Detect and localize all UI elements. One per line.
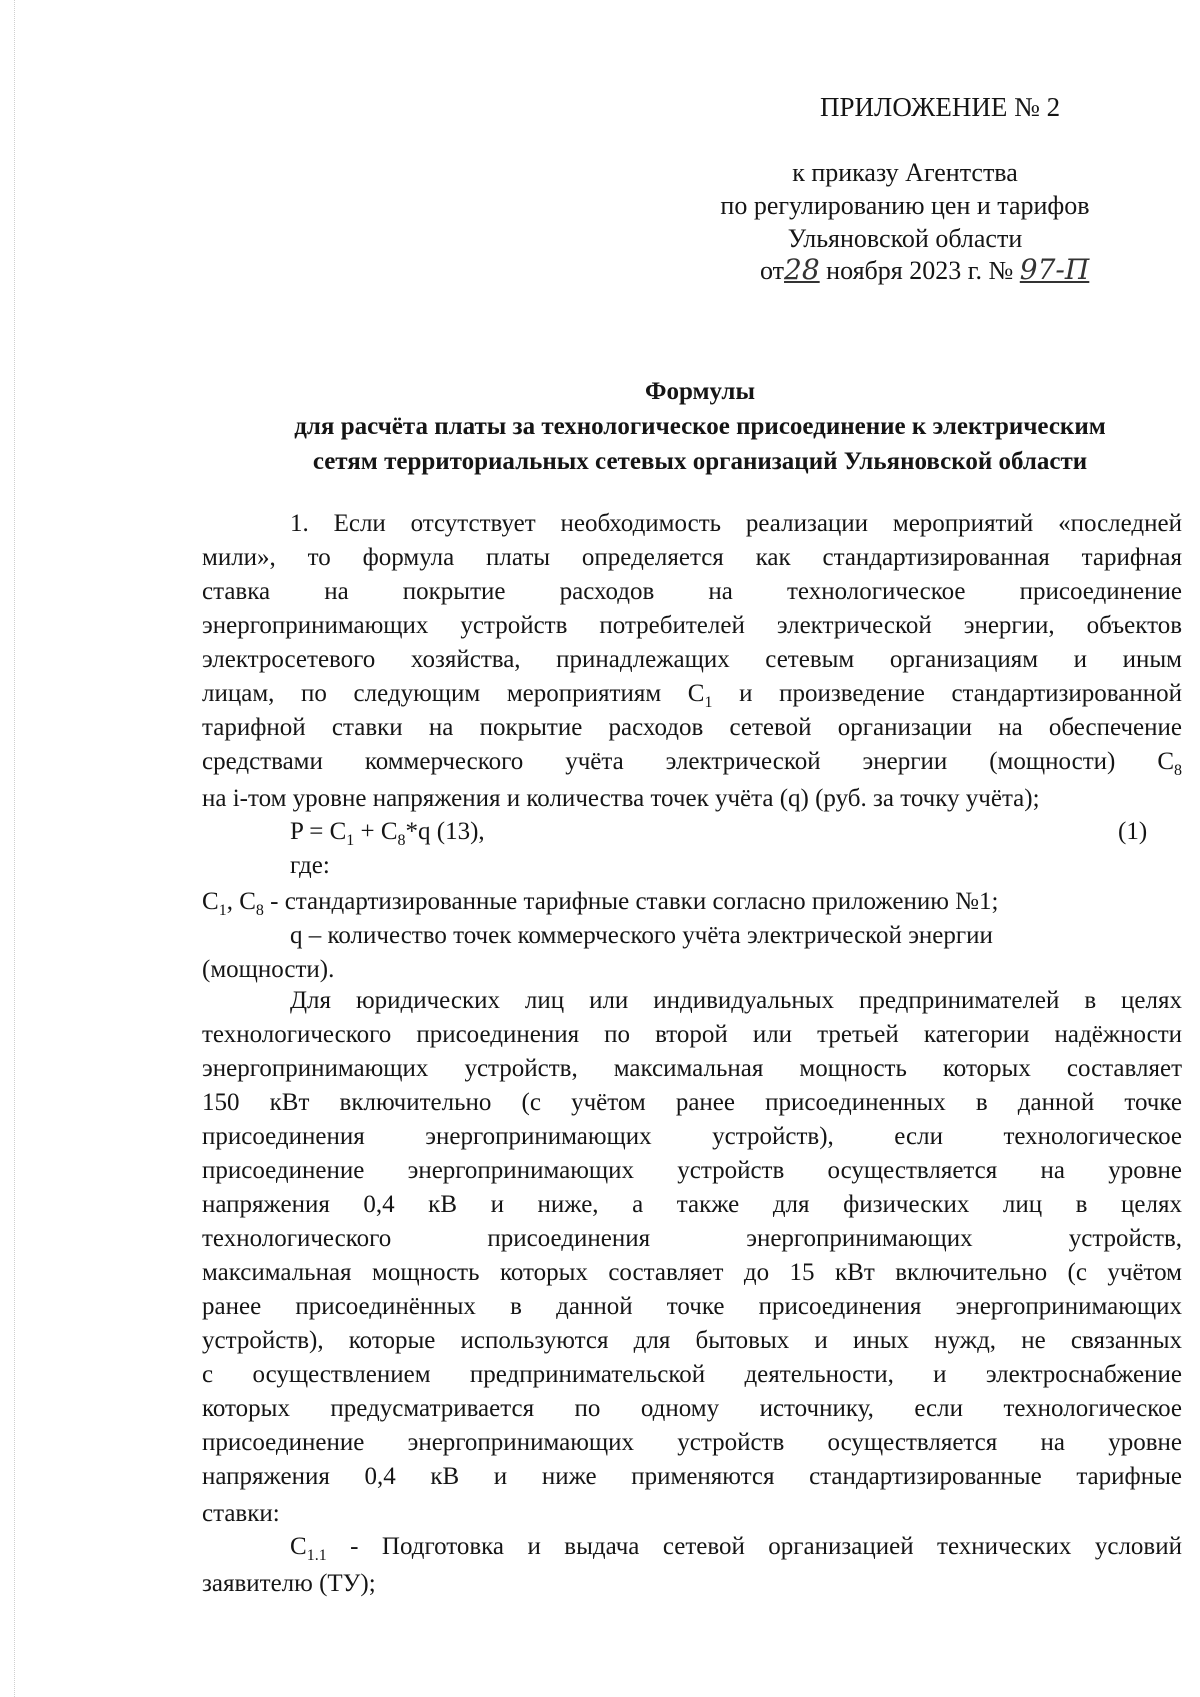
para2-line: технологического присоединения энергопринимающих устройств, xyxy=(202,1225,1182,1252)
para2-line: ставки: xyxy=(202,1500,280,1527)
text-fragment: - стандартизированные тарифные ставки согласно приложению №1; xyxy=(263,888,999,915)
para1-line: ставка на покрытие расходов на технологическое присоединение xyxy=(202,578,1182,605)
para1-line xyxy=(202,748,1182,779)
item-c11-line-2: заявителю (ТУ); xyxy=(202,1570,376,1597)
header-line-3: Ульяновской области xyxy=(787,224,1023,253)
order-date-line xyxy=(760,253,1089,286)
formula-part: + C xyxy=(354,818,398,845)
para1-line: тарифной ставки на покрытие расходов сетевой организации на обеспечение xyxy=(202,714,1182,741)
formula-number: (1) xyxy=(1118,818,1148,845)
definition-c1-c8 xyxy=(202,885,998,919)
title-line-3: сетям территориальных сетевых организаций Ульяновской области xyxy=(312,448,1088,475)
date-prefix: от xyxy=(760,256,785,285)
formula-part: P = C xyxy=(290,818,347,845)
header-line-1: к приказу Агентства xyxy=(792,158,1018,187)
text-fragment: - Подготовка и выдача сетевой организацией технических условий xyxy=(326,1533,1182,1560)
para2-line: энергопринимающих устройств, максимальная мощность которых составляет xyxy=(202,1055,1182,1082)
para1-line: на i-том уровне напряжения и количества точек учёта (q) (руб. за точку учёта); xyxy=(202,785,1040,812)
para2-line: ранее присоединённых в данной точке присоединения энергопринимающих xyxy=(202,1293,1182,1320)
subscript: 1 xyxy=(218,902,227,919)
para2-line: напряжения 0,4 кВ и ниже, а также для физических лиц в целях xyxy=(202,1191,1182,1218)
subscript: 1 xyxy=(704,694,713,711)
item-c11-line-1 xyxy=(290,1533,1182,1564)
definition-q-line-2: (мощности). xyxy=(202,956,335,983)
para1-line: электросетевого хозяйства, принадлежащих сетевым организациям и иным xyxy=(202,646,1182,673)
text-fragment: и произведение стандартизированной xyxy=(712,680,1182,707)
para2-line: 150 кВт включительно (с учётом ранее присоединенных в данной точке xyxy=(202,1089,1182,1116)
para1-line: 1. Если отсутствует необходимость реализации мероприятий «последней xyxy=(290,510,1182,537)
appendix-heading: ПРИЛОЖЕНИЕ № 2 xyxy=(820,92,1061,122)
para2-line: присоединение энергопринимающих устройств осуществляется на уровне xyxy=(202,1157,1182,1184)
para2-line: присоединение энергопринимающих устройств осуществляется на уровне xyxy=(202,1429,1182,1456)
scan-edge-artifact xyxy=(14,0,17,1697)
text-fragment: , C xyxy=(226,888,256,915)
para1-line xyxy=(202,680,1182,711)
date-rest: ноября 2023 г. № xyxy=(826,256,1014,285)
para2-line: устройств), которые используются для бытовых и иных нужд, не связанных xyxy=(202,1327,1182,1354)
subscript: 8 xyxy=(397,832,406,849)
definition-q-line-1: q – количество точек коммерческого учёта электрической энергии xyxy=(290,922,993,949)
subscript: 1 xyxy=(346,832,355,849)
order-number-handwritten: 97-П xyxy=(1019,253,1090,286)
title-line-2: для расчёта платы за технологическое присоединение к электрическим xyxy=(294,413,1106,440)
header-line-2: по регулированию цен и тарифов xyxy=(720,191,1090,220)
text-fragment: лицам, по следующим мероприятиям C xyxy=(202,680,705,707)
para2-line: максимальная мощность которых составляет до 15 кВт включительно (с учётом xyxy=(202,1259,1182,1286)
para2-line: Для юридических лиц или индивидуальных предпринимателей в целях xyxy=(290,987,1182,1014)
where-label: где: xyxy=(290,852,330,879)
formula-part: *q (13), xyxy=(405,818,485,845)
date-day-handwritten: 28 xyxy=(784,253,820,286)
para1-line: энергопринимающих устройств потребителей электрической энергии, объектов xyxy=(202,612,1182,639)
para2-line: которых предусматривается по одному источнику, если технологическое xyxy=(202,1395,1182,1422)
para2-line: технологического присоединения по второй или третьей категории надёжности xyxy=(202,1021,1182,1048)
text-fragment: C xyxy=(290,1533,307,1560)
para2-line: присоединения энергопринимающих устройств), если технологическое xyxy=(202,1123,1182,1150)
subscript: 8 xyxy=(1174,762,1182,779)
title-line-1: Формулы xyxy=(645,378,755,405)
text-fragment: C xyxy=(202,888,219,915)
para1-line: мили», то формула платы определяется как стандартизированная тарифная xyxy=(202,544,1182,571)
para2-line: с осуществлением предпринимательской деятельности, и электроснабжение xyxy=(202,1361,1182,1388)
subscript: 8 xyxy=(255,902,264,919)
subscript: 1.1 xyxy=(306,1547,327,1564)
formula xyxy=(290,815,485,849)
para2-line: напряжения 0,4 кВ и ниже применяются стандартизированные тарифные xyxy=(202,1463,1182,1490)
text-fragment: средствами коммерческого учёта электрической энергии (мощности) C xyxy=(202,748,1174,775)
